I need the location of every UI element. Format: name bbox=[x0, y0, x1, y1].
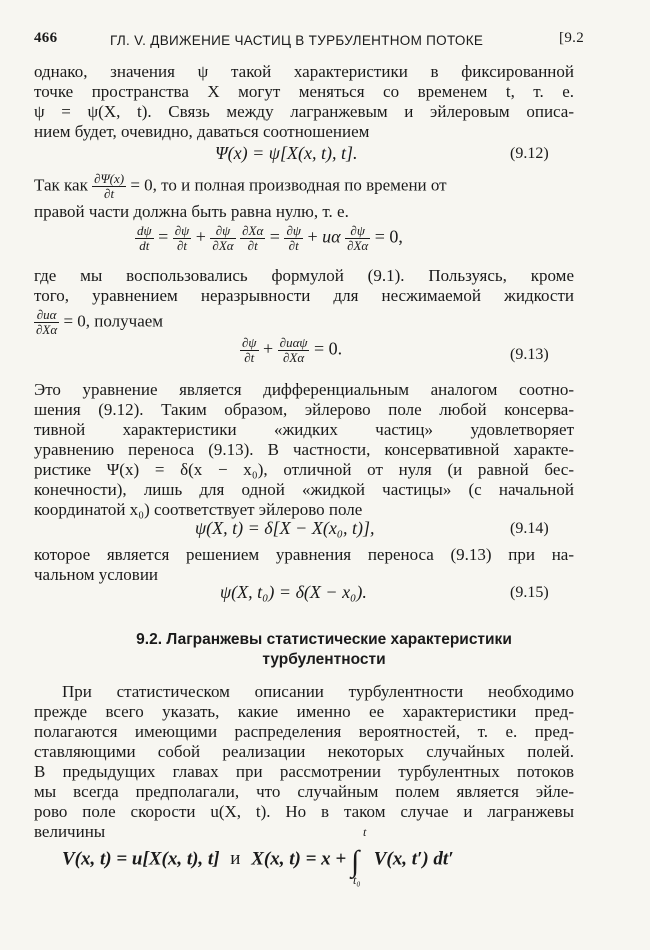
text-line: прежде всего указать, какие именно ее характеристики пред- bbox=[34, 702, 574, 721]
text-line: точке пространства X могут меняться со временем t, т. е. bbox=[34, 82, 574, 101]
equation-part: V(x, t) = u[X(x, t), t] bbox=[62, 848, 220, 870]
text-line: уравнению переноса (9.13). В частности, консервативной характе- bbox=[34, 440, 574, 459]
section-marker: [9.2 bbox=[559, 30, 584, 46]
text-line: рово поле скорости u(X, t). Но в таком случае и лагранжевы bbox=[34, 802, 574, 821]
fraction-denominator: ∂Xα bbox=[282, 350, 305, 365]
fraction bbox=[278, 336, 310, 365]
text-line: где мы воспользовались формулой (9.1). Пользуясь, кроме bbox=[34, 266, 574, 285]
fraction bbox=[210, 224, 235, 253]
equation-9-12: Ψ(x) = ψ[X(x, t), t]. bbox=[215, 143, 358, 163]
fraction bbox=[345, 224, 370, 253]
text-line: тивной характеристики «жидких частиц» удовлетворяет bbox=[34, 420, 574, 439]
fraction-numerator: ∂ψ bbox=[174, 223, 190, 238]
fraction bbox=[240, 224, 265, 253]
fraction-denominator: ∂Xα bbox=[212, 238, 234, 253]
text-fragment: = 0, то и полная производная по времени от bbox=[130, 175, 447, 195]
text-line: однако, значения ψ такой характеристики в фиксированной bbox=[34, 62, 574, 81]
fraction-numerator: ∂ψ bbox=[242, 335, 257, 350]
text-line: Это уравнение является дифференциальным аналогом соотно- bbox=[34, 380, 574, 399]
fraction-numerator: ∂ψ bbox=[286, 223, 301, 238]
fraction bbox=[92, 172, 126, 201]
text-line: величины bbox=[34, 822, 106, 841]
fraction-denominator: ∂t bbox=[244, 350, 255, 365]
equation-total-derivative: $\frac{d\psi}{dt}$ = $\frac{\partial\psi}{\partial t}$ + $\frac{\partial\psi}{\partial X\alpha}$ $\frac{\partial X\alpha}{\partial t}$ = $\frac{\partial\psi}{\partial t}$ + uα $\frac{\partial\psi}{\partial X\alpha}$ = 0, bbox=[137, 223, 403, 253]
fraction-numerator: ∂ψ bbox=[210, 224, 235, 239]
fraction bbox=[34, 308, 59, 337]
fraction-numerator: dψ bbox=[137, 223, 152, 238]
text-line: чальном условии bbox=[34, 565, 159, 584]
equation-9-15: ψ(X, t₀) = δ(X − x₀). bbox=[220, 582, 367, 602]
fraction-denominator: ∂Xα bbox=[347, 238, 369, 253]
fraction-denominator: ∂t bbox=[176, 238, 187, 253]
text-line: ψ = ψ(X, t). Связь между лагранжевым и эйлеровым описа- bbox=[34, 102, 574, 121]
text-line: ристике Ψ(x) = δ(x − x₀), отличной от нуля (и равной бес- bbox=[34, 460, 574, 479]
running-head: ГЛ. V. ДВИЖЕНИЕ ЧАСТИЦ В ТУРБУЛЕНТНОМ ПОТОКЕ bbox=[110, 33, 484, 48]
text-line: При статистическом описании турбулентности необходимо bbox=[62, 682, 574, 701]
text-line bbox=[34, 172, 574, 201]
text-line: которое является решением уравнения переноса (9.13) при на- bbox=[34, 545, 574, 564]
fraction-denominator: ∂t bbox=[288, 238, 299, 253]
text-line: мы всегда предполагали, что случайным полем является эйле- bbox=[34, 782, 574, 801]
fraction-denominator: ∂t bbox=[104, 186, 115, 201]
equation-number: (9.14) bbox=[510, 520, 549, 537]
text-line: правой части должна быть равна нулю, т. е. bbox=[34, 202, 349, 221]
fraction bbox=[284, 224, 303, 253]
integrand: V(x, t′) dt′ bbox=[373, 848, 454, 870]
section-heading-line: 9.2. Лагранжевы статистические характеристики bbox=[136, 631, 512, 648]
text-line: координатой x₀) соответствует эйлерово поле bbox=[34, 500, 363, 519]
integral-upper-limit: t bbox=[362, 825, 367, 839]
velocity-coefficient: uα bbox=[322, 226, 341, 247]
equation-9-13: $\frac{\partial\psi}{\partial t}$ + $\frac{\text{∂uαψ}}{\partial X\alpha}$ = 0. bbox=[242, 335, 343, 365]
text-line: ставляющими собой реализации некоторых случайных полей. bbox=[34, 742, 574, 761]
equation-9-14: ψ(X, t) = δ[X − X(x₀, t)], bbox=[195, 518, 375, 538]
fraction-denominator: ∂t bbox=[247, 238, 258, 253]
fraction-numerator: ∂Ψ(x) bbox=[94, 171, 125, 186]
conjunction: и bbox=[230, 848, 241, 870]
integral-lower-limit: t₀ bbox=[352, 873, 361, 887]
text-line bbox=[34, 308, 574, 337]
text-fragment: Так как bbox=[34, 175, 88, 195]
fraction-numerator: ∂uα bbox=[34, 308, 59, 323]
text-line: конечности), лишь для одной «жидкой частицы» (с начальной bbox=[34, 480, 574, 499]
text-line: нием будет, очевидно, даваться соотношением bbox=[34, 122, 370, 141]
section-heading-line: турбулентности bbox=[262, 651, 386, 668]
integral-sign: ∫ t t₀ bbox=[350, 825, 367, 887]
text-line: В предыдущих главах при рассмотрении турбулентных потоков bbox=[34, 762, 574, 781]
fraction-denominator: dt bbox=[139, 238, 150, 253]
page-number: 466 bbox=[34, 30, 58, 46]
fraction-numerator: ∂ψ bbox=[345, 224, 370, 239]
equation-part: X(x, t) = x + bbox=[251, 848, 347, 870]
equation-number: (9.13) bbox=[510, 346, 549, 363]
fraction-numerator: ∂uαψ bbox=[279, 335, 308, 350]
equation-number: (9.12) bbox=[510, 145, 549, 162]
fraction-denominator: ∂Xα bbox=[36, 322, 58, 337]
fraction bbox=[173, 224, 192, 253]
fraction-numerator: ∂Xα bbox=[242, 223, 264, 238]
fraction bbox=[135, 224, 154, 253]
equation-tail: = 0. bbox=[313, 338, 343, 359]
equation-number: (9.15) bbox=[510, 584, 549, 601]
text-fragment: = 0, получаем bbox=[63, 311, 164, 331]
fraction bbox=[240, 336, 259, 365]
section-heading bbox=[34, 630, 614, 670]
text-line: того, уравнением неразрывности для несжимаемой жидкости bbox=[34, 286, 574, 305]
text-line: шения (9.12). Таким образом, эйлерово поле любой консерва- bbox=[34, 400, 574, 419]
text-line: полагаются имеющими распределения вероятностей, т. е. пред- bbox=[34, 722, 574, 741]
equation-tail: = 0, bbox=[374, 226, 403, 247]
